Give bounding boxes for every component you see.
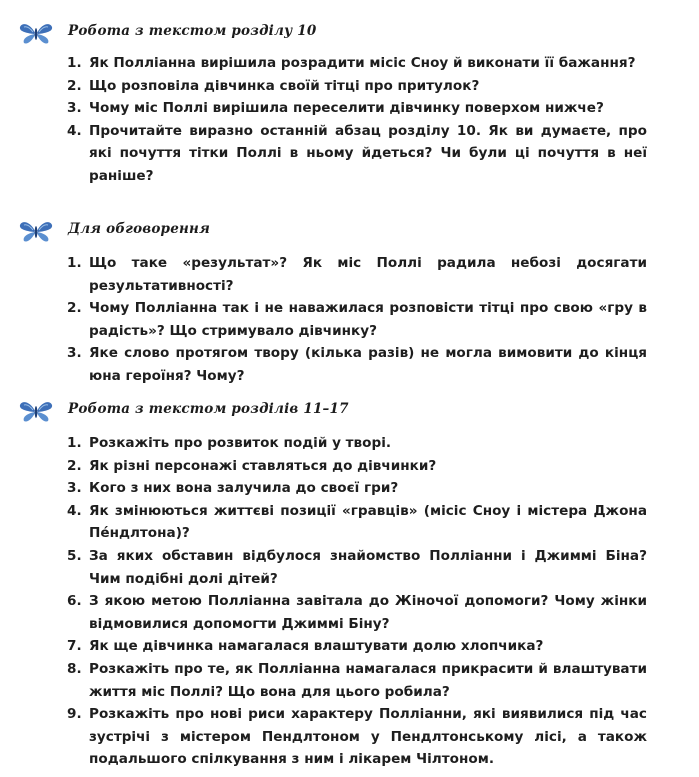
question-item xyxy=(0,545,699,590)
question-text: Розкажiть про новi риси характеру Поллiанни, якi виявилися пiд час зустрiчi з мiстером Пендлтоном у Пендлтонському лiсi, а також подальшого спiлкування з ним i лiкарем Чiлтоном. xyxy=(89,706,647,768)
question-number: 5. xyxy=(67,547,82,564)
question-item xyxy=(0,635,699,658)
question-number: 3. xyxy=(67,345,82,362)
question-item xyxy=(0,703,699,771)
question-number: 3. xyxy=(67,100,82,117)
question-number: 1. xyxy=(67,435,82,451)
question-text: Яке слово протягом твору (кiлька разiв) не могла вимовити до кiнця юна героїня? Чому? xyxy=(89,345,647,384)
question-number: 4. xyxy=(67,122,82,139)
question-item xyxy=(0,297,699,342)
question-text: Що розповiла дiвчинка своїй тiтцi про притулок? xyxy=(89,77,480,94)
question-item xyxy=(0,500,699,545)
question-number: 8. xyxy=(67,660,82,677)
question-number: 2. xyxy=(67,77,82,94)
question-text: Як ще дiвчинка намагалася влаштувати долю хлопчика? xyxy=(89,638,544,655)
question-text: З якою метою Поллiанна завiтала до Жiночої допомоги? Чому жiнки вiдмовилися допомогти Джиммi Бiну? xyxy=(89,593,647,632)
question-item xyxy=(0,52,699,75)
section-header xyxy=(0,20,699,46)
question-text: Розкажiть про розвиток подiй у творi. xyxy=(89,435,392,451)
section-chapter-10 xyxy=(0,20,699,188)
question-text: Розкажiть про те, як Поллiанна намагалася прикрасити й влаштувати життя мiс Поллi? Що вона для цього робила? xyxy=(89,660,647,700)
section-title: Для обговорення xyxy=(68,221,211,237)
question-number: 1. xyxy=(67,255,82,271)
question-item xyxy=(0,75,699,98)
question-number: 7. xyxy=(67,638,82,655)
question-item xyxy=(0,432,699,455)
question-number: 9. xyxy=(67,706,82,723)
section-header xyxy=(0,218,699,244)
question-number: 2. xyxy=(67,457,82,474)
question-number: 2. xyxy=(67,300,82,317)
question-item xyxy=(0,477,699,500)
butterfly-icon xyxy=(18,219,54,243)
section-title: Робота з текстом розділу 10 xyxy=(68,23,317,39)
question-item xyxy=(0,658,699,703)
question-item xyxy=(0,97,699,120)
question-item xyxy=(0,120,699,188)
question-number: 3. xyxy=(67,480,82,497)
question-text: Чому Поллiанна так i не наважилася розповiсти тiтцi про свою «гру в радiсть»? Що стримувало дiвчинку? xyxy=(89,300,647,339)
question-text: Що таке «результат»? Як мiс Поллi радила небозi досягати результативностi? xyxy=(89,255,647,294)
question-number: 6. xyxy=(67,593,82,610)
section-header xyxy=(0,398,699,424)
question-text: Як змiнюються життєвi позицiї «гравцiв» (мiсiс Сноу i мiстера Джона Пе́ндлтона)? xyxy=(89,502,647,542)
question-item xyxy=(0,342,699,387)
question-list xyxy=(0,432,699,771)
question-item xyxy=(0,455,699,478)
question-list xyxy=(0,52,699,188)
question-list xyxy=(0,252,699,388)
question-item xyxy=(0,590,699,635)
question-text: Кого з них вона залучила до своєї гри? xyxy=(89,480,399,497)
question-item xyxy=(0,252,699,297)
section-title: Робота з текстом роздiлiв 11–17 xyxy=(68,401,349,417)
question-text: Чому мiс Поллi вирiшила переселити дiвчинку поверхом нижче? xyxy=(89,100,604,117)
question-text: Прочитайте виразно останнiй абзац роздiлу 10. Як ви думаєте, про якi почуття тiтки Поллi в ньому йдеться? Чи були цi почуття в неї ранiше? xyxy=(89,122,647,184)
question-number: 1. xyxy=(67,55,82,71)
section-discussion xyxy=(0,218,699,388)
butterfly-icon xyxy=(18,21,54,45)
question-number: 4. xyxy=(67,502,82,519)
butterfly-icon xyxy=(18,399,54,423)
question-text: За яких обставин вiдбулося знайомство Поллiанни i Джиммi Бiна? Чим подiбнi долi дiтей? xyxy=(89,547,647,587)
section-chapters-11-17 xyxy=(0,398,699,771)
question-text: Як Поллiанна вирiшила розрадити мiсiс Сноу й виконати її бажання? xyxy=(89,55,636,71)
question-text: Як рiзнi персонажi ставляться до дiвчинки? xyxy=(89,457,437,474)
